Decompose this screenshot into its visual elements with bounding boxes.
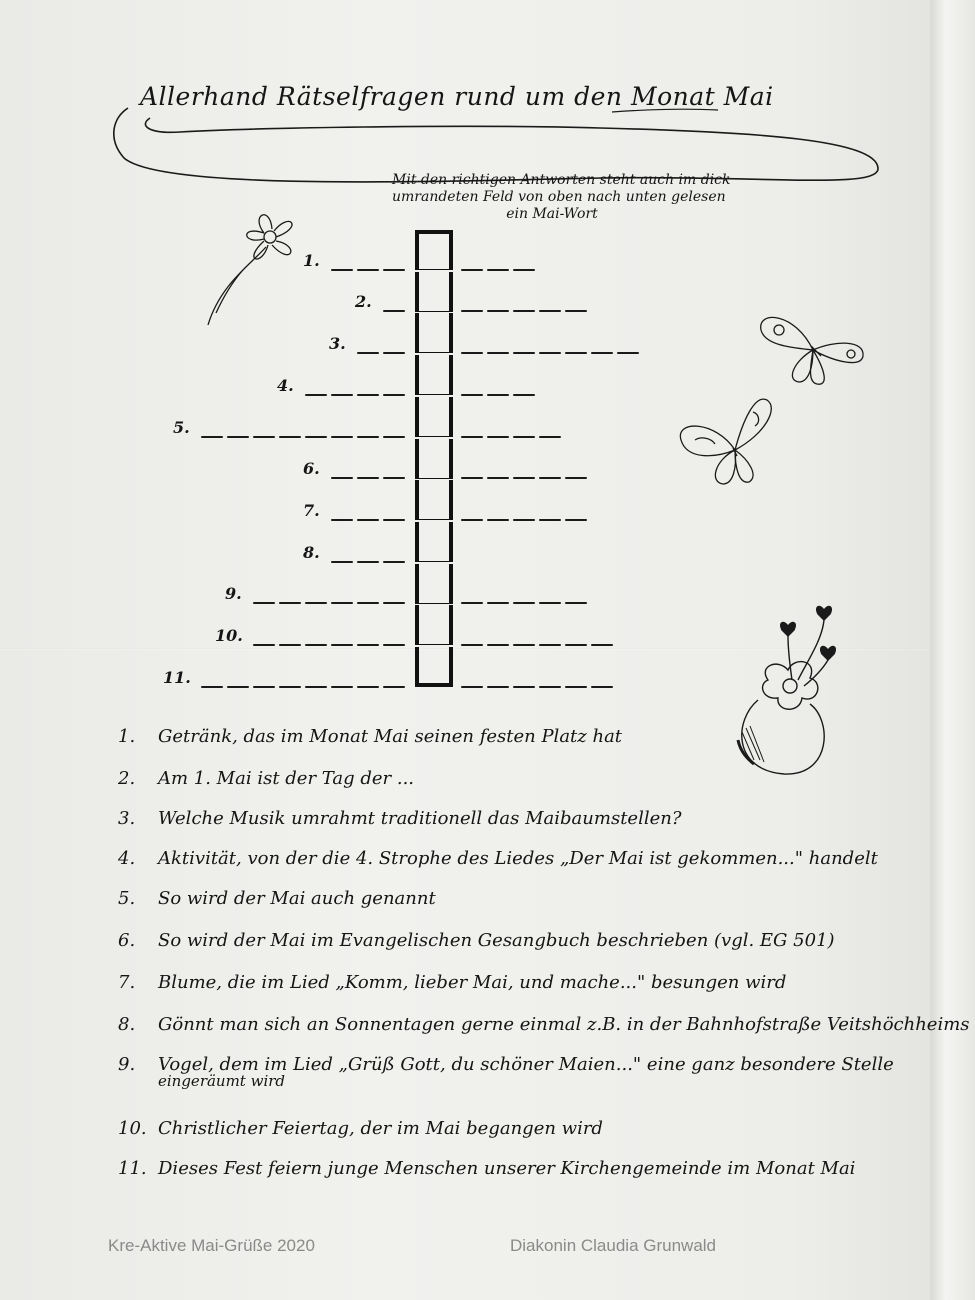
row-number: 9. — [225, 584, 242, 604]
question-item — [118, 888, 436, 909]
question-number: 9. — [118, 1054, 136, 1075]
answer-blank[interactable] — [539, 644, 561, 646]
grid-cell[interactable] — [415, 564, 453, 604]
question-item — [118, 1118, 603, 1139]
answer-blank[interactable] — [487, 644, 509, 646]
question-text: So wird der Mai im Evangelischen Gesangbuch beschrieben (vgl. EG 501) — [158, 930, 835, 951]
question-number: 8. — [118, 1014, 136, 1035]
answer-blank[interactable] — [357, 436, 379, 438]
question-text: Am 1. Mai ist der Tag der ... — [158, 768, 415, 789]
row-number: 10. — [215, 626, 243, 645]
grid-cell[interactable] — [415, 355, 453, 395]
answer-blank[interactable] — [331, 561, 353, 563]
answer-blank[interactable] — [487, 602, 509, 604]
answer-blank[interactable] — [357, 644, 379, 646]
question-item — [118, 930, 835, 951]
question-number: 1. — [118, 726, 136, 747]
answer-blank[interactable] — [539, 352, 561, 354]
grid-cell[interactable] — [415, 313, 453, 353]
answer-blank[interactable] — [331, 477, 353, 479]
answer-blank[interactable] — [383, 686, 405, 688]
question-text: Dieses Fest feiern junge Menschen unserer Kirchengemeinde im Monat Mai — [158, 1158, 856, 1179]
answer-blank[interactable] — [513, 519, 535, 521]
row-number: 3. — [329, 334, 346, 354]
answer-blank[interactable] — [487, 477, 509, 479]
row-number: 11. — [163, 667, 191, 687]
grid-cell[interactable] — [415, 439, 453, 479]
question-text: Blume, die im Lied „Komm, lieber Mai, und mache..." besungen wird — [158, 972, 787, 993]
answer-blank[interactable] — [383, 602, 405, 604]
answer-blank[interactable] — [591, 352, 613, 354]
answer-blank[interactable] — [565, 519, 587, 521]
answer-blank[interactable] — [461, 436, 483, 438]
answer-blank[interactable] — [331, 394, 353, 396]
answer-blank[interactable] — [487, 269, 509, 271]
question-number: 5. — [118, 888, 136, 909]
answer-blank[interactable] — [357, 686, 379, 688]
question-number: 6. — [118, 930, 136, 951]
answer-blank[interactable] — [383, 644, 405, 646]
answer-blank[interactable] — [305, 644, 327, 646]
question-number: 10. — [118, 1118, 147, 1139]
answer-blank[interactable] — [487, 436, 509, 438]
answer-blank[interactable] — [539, 477, 561, 479]
question-text: Vogel, dem im Lied „Grüß Gott, du schöner Maien..." eine ganz besondere Stelle — [158, 1054, 894, 1075]
answer-blank[interactable] — [331, 519, 353, 521]
question-item — [118, 768, 414, 789]
question-text: Welche Musik umrahmt traditionell das Maibaumstellen? — [158, 808, 682, 829]
answer-blank[interactable] — [357, 561, 379, 563]
answer-blank[interactable] — [591, 686, 613, 688]
question-text: Gönnt man sich an Sonnentagen gerne einmal z.B. in der Bahnhofstraße Veitshöchheims — [158, 1014, 970, 1035]
answer-blank[interactable] — [513, 352, 535, 354]
row-number: 2. — [355, 292, 372, 312]
answer-blank[interactable] — [331, 269, 353, 271]
answer-blank[interactable] — [513, 644, 535, 646]
row-number: 7. — [303, 500, 320, 520]
grid-cell[interactable] — [415, 522, 453, 562]
answer-blank[interactable] — [331, 602, 353, 604]
grid-cell[interactable] — [415, 647, 453, 687]
question-text: Aktivität, von der die 4. Strophe des Liedes „Der Mai ist gekommen..." handelt — [158, 848, 878, 869]
answer-blank[interactable] — [565, 477, 587, 479]
row-number: 4. — [277, 375, 294, 395]
question-item — [118, 972, 786, 993]
question-number: 4. — [118, 848, 136, 869]
page-title: Allerhand Rätselfragen rund um den Monat Mai — [140, 82, 774, 111]
answer-blank[interactable] — [305, 394, 327, 396]
answer-blank[interactable] — [617, 352, 639, 354]
answer-blank[interactable] — [331, 644, 353, 646]
answer-blank[interactable] — [461, 519, 483, 521]
footer-right: Diakonin Claudia Grunwald — [510, 1236, 717, 1255]
answer-blank[interactable] — [383, 269, 405, 271]
answer-blank[interactable] — [305, 436, 327, 438]
answer-blank[interactable] — [331, 686, 353, 688]
question-text: So wird der Mai auch genannt — [158, 888, 436, 909]
intro-line-3: ein Mai-Wort — [506, 206, 598, 222]
answer-blank[interactable] — [253, 686, 275, 688]
answer-blank[interactable] — [357, 269, 379, 271]
answer-blank[interactable] — [305, 686, 327, 688]
answer-blank[interactable] — [513, 686, 535, 688]
answer-blank[interactable] — [461, 602, 483, 604]
intro-line-2: umrandeten Feld von oben nach unten gelesen — [392, 189, 726, 205]
question-item — [118, 1158, 855, 1179]
answer-blank[interactable] — [383, 477, 405, 479]
grid-cell[interactable] — [415, 230, 453, 270]
question-number: 11. — [118, 1158, 147, 1179]
answer-blank[interactable] — [357, 477, 379, 479]
answer-blank[interactable] — [461, 352, 483, 354]
answer-blank[interactable] — [253, 602, 275, 604]
answer-blank[interactable] — [279, 436, 301, 438]
answer-blank[interactable] — [591, 644, 613, 646]
answer-blank[interactable] — [383, 519, 405, 521]
answer-blank[interactable] — [539, 602, 561, 604]
answer-blank[interactable] — [201, 686, 223, 688]
answer-blank[interactable] — [539, 519, 561, 521]
answer-blank[interactable] — [227, 436, 249, 438]
flower-icon — [200, 205, 310, 335]
question-item — [118, 726, 622, 747]
answer-blank[interactable] — [383, 561, 405, 563]
answer-blank[interactable] — [357, 352, 379, 354]
question-number: 3. — [118, 808, 136, 829]
answer-blank[interactable] — [565, 686, 587, 688]
row-number: 1. — [303, 250, 320, 270]
answer-blank[interactable] — [461, 269, 483, 271]
grid-cell[interactable] — [415, 605, 453, 645]
intro-line-1: Mit den richtigen Antworten steht auch im dick — [392, 172, 731, 188]
vase-flowers-icon — [728, 600, 848, 780]
question-text: Getränk, das im Monat Mai seinen festen Platz hat — [158, 726, 623, 747]
answer-blank[interactable] — [487, 519, 509, 521]
answer-blank[interactable] — [461, 644, 483, 646]
answer-blank[interactable] — [383, 394, 405, 396]
grid-cell[interactable] — [415, 480, 453, 520]
answer-blank[interactable] — [487, 352, 509, 354]
answer-blank[interactable] — [279, 602, 301, 604]
question-item — [118, 1014, 970, 1035]
row-number: 6. — [303, 459, 320, 479]
intro-text — [392, 172, 822, 223]
answer-blank[interactable] — [565, 352, 587, 354]
butterfly-icon — [755, 310, 870, 390]
answer-blank[interactable] — [513, 477, 535, 479]
answer-blank[interactable] — [513, 436, 535, 438]
row-number: 5. — [173, 417, 190, 437]
question-item — [118, 808, 682, 829]
answer-blank[interactable] — [305, 602, 327, 604]
question-item — [118, 848, 878, 869]
answer-blank[interactable] — [357, 602, 379, 604]
answer-blank[interactable] — [539, 436, 561, 438]
answer-blank[interactable] — [487, 686, 509, 688]
answer-blank[interactable] — [383, 436, 405, 438]
answer-blank[interactable] — [565, 602, 587, 604]
answer-blank[interactable] — [513, 602, 535, 604]
question-number: 7. — [118, 972, 136, 993]
answer-blank[interactable] — [513, 394, 535, 396]
answer-blank[interactable] — [461, 394, 483, 396]
answer-blank[interactable] — [279, 644, 301, 646]
question-text: Christlicher Feiertag, der im Mai begangen wird — [158, 1118, 603, 1139]
answer-blank[interactable] — [279, 686, 301, 688]
answer-blank[interactable] — [461, 686, 483, 688]
question-9-continuation: eingeräumt wird — [158, 1072, 286, 1090]
answer-blank[interactable] — [487, 394, 509, 396]
answer-blank[interactable] — [357, 394, 379, 396]
grid-cell[interactable] — [415, 397, 453, 437]
answer-blank[interactable] — [513, 269, 535, 271]
answer-blank[interactable] — [357, 519, 379, 521]
answer-blank[interactable] — [227, 686, 249, 688]
answer-blank[interactable] — [201, 436, 223, 438]
answer-blank[interactable] — [461, 477, 483, 479]
row-number: 8. — [303, 542, 320, 562]
butterfly-icon — [675, 390, 790, 490]
answer-blank[interactable] — [331, 436, 353, 438]
answer-blank[interactable] — [253, 436, 275, 438]
question-number: 2. — [118, 768, 136, 789]
grid-cell[interactable] — [415, 272, 453, 312]
answer-blank[interactable] — [253, 644, 275, 646]
answer-blank[interactable] — [383, 352, 405, 354]
answer-blank[interactable] — [539, 686, 561, 688]
answer-blank[interactable] — [565, 644, 587, 646]
footer-left: Kre-Aktive Mai-Grüße 2020 — [108, 1236, 315, 1255]
